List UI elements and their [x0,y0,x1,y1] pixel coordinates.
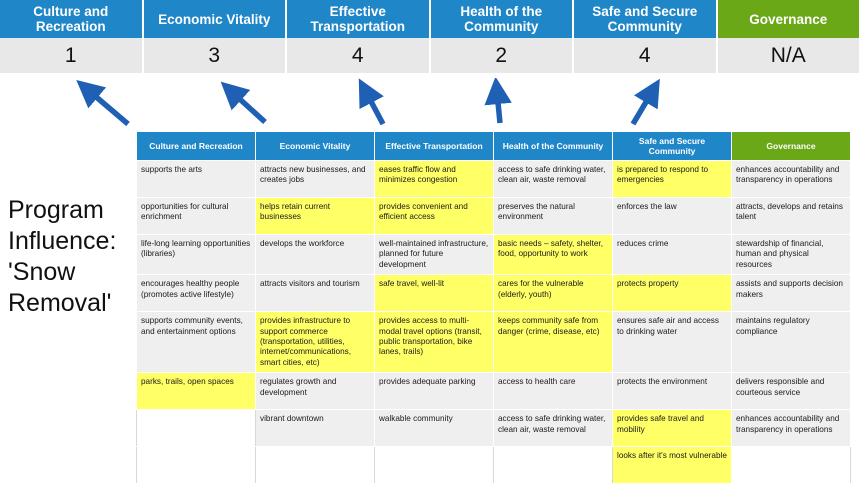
matrix-cell: supports the arts [137,161,256,198]
matrix-header-health-of-the-community: Health of the Community [494,132,613,161]
matrix-row [137,235,851,275]
matrix-header-effective-transportation: Effective Transportation [375,132,494,161]
matrix-cell [732,447,851,484]
matrix-cell: safe travel, well-lit [375,275,494,312]
scorecard-header-safe-and-secure-community: Safe and Secure Community [574,0,718,38]
matrix-cell: vibrant downtown [256,410,375,447]
matrix-row [137,312,851,373]
scorecard-score-economic-vitality: 3 [144,38,288,73]
matrix-cell: provides access to multi-modal travel options (transit, public transportation, bike lanes, trails) [375,312,494,373]
matrix-header-safe-and-secure-community: Safe and Secure Community [613,132,732,161]
matrix-cell: looks after it's most vulnerable [613,447,732,484]
matrix-cell [137,410,256,447]
matrix-cell: provides infrastructure to support commerce (transportation, utilities, internet/communications, smart cities, etc) [256,312,375,373]
matrix-cell: ensures safe air and access to drinking water [613,312,732,373]
scorecard-header-row [0,0,859,38]
matrix-cell: access to safe drinking water, clean air, waste removal [494,161,613,198]
scorecard-score-row [0,38,859,78]
matrix-cell [256,447,375,484]
matrix-cell [494,447,613,484]
matrix-cell: protects property [613,275,732,312]
matrix-cell: attracts, develops and retains talent [732,198,851,235]
matrix-cell: attracts new businesses, and creates jobs [256,161,375,198]
upward-arrow-4 [497,92,500,123]
matrix-cell: opportunities for cultural enrichment [137,198,256,235]
matrix-cell: maintains regulatory compliance [732,312,851,373]
matrix-cell: develops the workforce [256,235,375,275]
matrix-row [137,275,851,312]
matrix-cell: enhances accountability and transparency in operations [732,410,851,447]
scorecard-score-effective-transportation: 4 [287,38,431,73]
arrow-layer [0,78,859,138]
matrix-row [137,410,851,447]
matrix-cell: life-long learning opportunities (libraries) [137,235,256,275]
matrix-cell: attracts visitors and tourism [256,275,375,312]
matrix-cell: access to safe drinking water, clean air, waste removal [494,410,613,447]
matrix-cell: well-maintained infrastructure, planned for future development [375,235,494,275]
matrix-cell: stewardship of financial, human and physical resources [732,235,851,275]
matrix-cell: enforces the law [613,198,732,235]
matrix-cell: preserves the natural environment [494,198,613,235]
matrix-cell: keeps community safe from danger (crime, disease, etc) [494,312,613,373]
upward-arrow-3 [366,92,383,124]
matrix-cell: reduces crime [613,235,732,275]
matrix-cell: provides adequate parking [375,373,494,410]
matrix-cell: is prepared to respond to emergencies [613,161,732,198]
program-influence-caption: Program Influence: 'Snow Removal' [8,195,136,319]
matrix-cell: protects the environment [613,373,732,410]
matrix-cell: regulates growth and development [256,373,375,410]
matrix-cell: eases traffic flow and minimizes congestion [375,161,494,198]
scorecard-header-health-of-the-community: Health of the Community [431,0,575,38]
matrix-cell: assists and supports decision makers [732,275,851,312]
influence-matrix [136,131,851,484]
matrix-row [137,198,851,235]
matrix-header-culture-and-recreation: Culture and Recreation [137,132,256,161]
matrix-row [137,161,851,198]
matrix-cell: access to health care [494,373,613,410]
matrix-cell [375,447,494,484]
scorecard-score-culture-and-recreation: 1 [0,38,144,73]
matrix-cell: parks, trails, open spaces [137,373,256,410]
scorecard-score-health-of-the-community: 2 [431,38,575,73]
matrix-cell: supports community events, and entertainment options [137,312,256,373]
scorecard-header-effective-transportation: Effective Transportation [287,0,431,38]
scorecard-header-governance: Governance [718,0,859,38]
matrix-cell: walkable community [375,410,494,447]
upward-arrow-1 [88,90,128,124]
matrix-cell [137,447,256,484]
upward-arrow-2 [232,92,265,122]
matrix-cell: helps retain current businesses [256,198,375,235]
scorecard-band [0,0,859,83]
scorecard-header-culture-and-recreation: Culture and Recreation [0,0,144,38]
scorecard-score-safe-and-secure-community: 4 [574,38,718,73]
matrix-header-economic-vitality: Economic Vitality [256,132,375,161]
matrix-cell: basic needs – safety, shelter, food, opportunity to work [494,235,613,275]
matrix-row [137,447,851,484]
matrix-header-row [137,132,851,161]
matrix-cell: cares for the vulnerable (elderly, youth) [494,275,613,312]
matrix-cell: encourages healthy people (promotes active lifestyle) [137,275,256,312]
matrix-header-governance: Governance [732,132,851,161]
upward-arrow-5 [633,92,652,124]
scorecard-header-economic-vitality: Economic Vitality [144,0,288,38]
matrix-cell: delivers responsible and courteous service [732,373,851,410]
matrix-cell: provides convenient and efficient access [375,198,494,235]
matrix-row [137,373,851,410]
matrix-cell: provides safe travel and mobility [613,410,732,447]
matrix-cell: enhances accountability and transparency in operations [732,161,851,198]
scorecard-score-governance: N/A [718,38,859,73]
matrix-body [137,161,851,484]
